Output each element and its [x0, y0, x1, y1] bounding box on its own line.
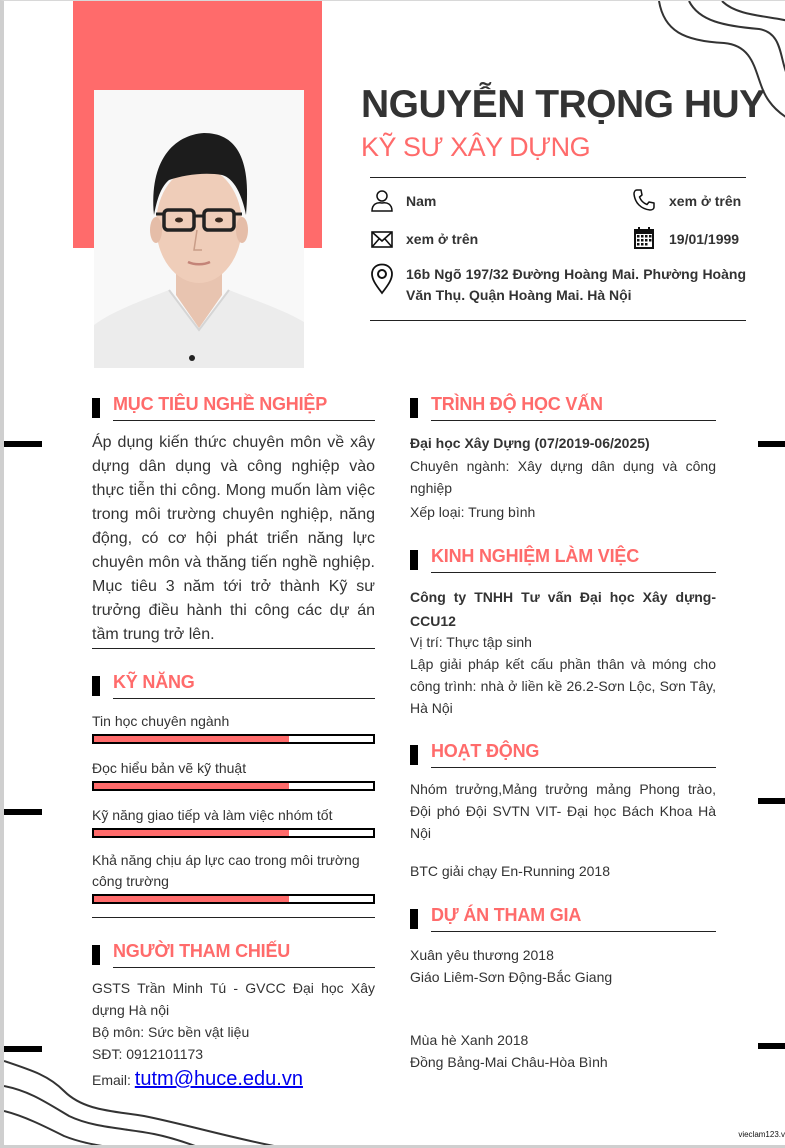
project-name: Mùa hè Xanh 2018	[410, 1032, 529, 1048]
skill-label: Tin học chuyên ngành	[92, 713, 230, 729]
section-title: TRÌNH ĐỘ HỌC VẤN	[431, 394, 603, 414]
section-marker	[410, 745, 418, 765]
education-major: Chuyên ngành: Xây dựng dân dụng và công nghiệp	[410, 458, 716, 496]
watermark-text: vieclam123.v	[738, 1130, 785, 1139]
user-icon	[370, 188, 394, 212]
header-divider-bottom	[370, 320, 746, 321]
section-experience-header	[410, 546, 716, 576]
job-title: KỸ SƯ XÂY DỰNG	[361, 132, 591, 162]
candidate-name: NGUYỄN TRỌNG HUY	[361, 83, 765, 126]
section-underline	[113, 698, 375, 699]
section-underline	[431, 420, 716, 421]
skill-progress-fill	[94, 830, 289, 836]
skill-progress-fill	[94, 736, 289, 742]
birthday-value: 19/01/1999	[669, 231, 740, 247]
email-value: xem ở trên	[406, 231, 479, 247]
section-education-header	[410, 394, 716, 424]
experience-description: Lập giải pháp kết cấu phần thân và móng cho công trình: nhà ở liền kề 26.2-Sơn Lộc, Sơn Tây, Hà Nội	[410, 656, 716, 716]
skill-label: Kỹ năng giao tiếp và làm việc nhóm tốt	[92, 807, 333, 823]
skill-label: Khả năng chịu áp lực cao trong môi trường công trường	[92, 852, 360, 889]
activity-item: BTC giải chạy En-Running 2018	[410, 863, 611, 879]
skill-label: Đọc hiểu bản vẽ kỹ thuật	[92, 760, 247, 776]
section-marker	[92, 676, 100, 696]
section-title: KỸ NĂNG	[113, 672, 195, 692]
reference-email-label: Email:	[92, 1072, 135, 1088]
section-references-header	[92, 941, 375, 971]
skill-progress-fill	[94, 783, 289, 789]
skill-progress-bar	[92, 894, 375, 904]
project-place: Đồng Bảng-Mai Châu-Hòa Bình	[410, 1054, 608, 1070]
info-gender	[370, 188, 550, 214]
info-birthday	[632, 226, 752, 252]
project-place: Giáo Liêm-Sơn Động-Bắc Giang	[410, 969, 613, 985]
info-phone	[632, 188, 752, 214]
reference-department: Bộ môn: Sức bền vật liệu	[92, 1024, 250, 1040]
section-activities-header	[410, 741, 716, 771]
section-underline	[113, 967, 375, 968]
section-marker	[410, 550, 418, 570]
section-title: NGƯỜI THAM CHIẾU	[113, 941, 291, 961]
objective-divider	[92, 648, 375, 649]
info-email	[370, 226, 550, 252]
side-mark	[758, 1043, 785, 1049]
section-underline	[431, 767, 716, 768]
header-divider-top	[370, 177, 746, 178]
section-skills-header	[92, 672, 375, 702]
reference-phone: SĐT: 0912101173	[92, 1046, 204, 1062]
skill-progress-bar	[92, 781, 375, 791]
section-title: KINH NGHIỆM LÀM VIỆC	[431, 546, 640, 566]
objective-text: Áp dụng kiến thức chuyên môn về xây dựng dân dụng và công nghiệp vào thực tiễn thi công. Mong muốn làm việc trong môi trường chuyên nghiệp, năng động, có cơ hội phát triển năng lực chuyên môn và thăng tiến nghề nghiệp. Mục tiêu 3 năm tới trở thành Kỹ sư trưởng điều hành thi công các dự án tầm trung trở lên.	[92, 434, 375, 643]
section-underline	[113, 420, 375, 421]
side-mark	[758, 441, 785, 447]
reference-email-link[interactable]: tutm@huce.edu.vn	[134, 1068, 303, 1090]
activity-item: Nhóm trưởng,Mảng trưởng mảng Phong trào, Đội phó Đội SVTN VIT- Đại học Bách Khoa Hà Nội	[410, 781, 716, 841]
side-mark	[4, 809, 42, 815]
section-marker	[410, 909, 418, 929]
section-marker	[92, 945, 100, 965]
section-title: DỰ ÁN THAM GIA	[431, 905, 582, 925]
reference-name: GSTS Trần Minh Tú - GVCC Đại học Xây dựng Hà nội	[92, 980, 375, 1018]
section-underline	[431, 572, 716, 573]
reference-email-row	[92, 1068, 375, 1091]
envelope-icon	[370, 228, 394, 252]
phone-value: xem ở trên	[669, 193, 742, 209]
section-title: MỤC TIÊU NGHỀ NGHIỆP	[113, 394, 328, 414]
address-value: 16b Ngõ 197/32 Đường Hoàng Mai. Phường Hoàng Văn Thụ. Quận Hoàng Mai. Hà Nội	[406, 266, 746, 303]
section-marker	[410, 398, 418, 418]
phone-icon	[632, 188, 656, 212]
education-school: Đại học Xây Dựng (07/2019-06/2025)	[410, 435, 650, 451]
experience-position: Vị trí: Thực tập sinh	[410, 634, 532, 650]
side-mark	[4, 1046, 42, 1052]
skill-progress-bar	[92, 734, 375, 744]
education-rank: Xếp loại: Trung bình	[410, 504, 536, 520]
info-address	[370, 263, 750, 307]
section-objective-header	[92, 394, 375, 424]
experience-company: Công ty TNHH Tư vấn Đại học Xây dựng-CCU12	[410, 589, 716, 629]
project-name: Xuân yêu thương 2018	[410, 947, 554, 963]
calendar-icon	[632, 226, 656, 250]
skills-divider	[92, 917, 375, 918]
skill-progress-bar	[92, 828, 375, 838]
skill-progress-fill	[94, 896, 289, 902]
section-underline	[431, 931, 716, 932]
gender-value: Nam	[406, 193, 437, 209]
profile-photo	[94, 90, 304, 368]
location-pin-icon	[370, 263, 394, 295]
section-title: HOẠT ĐỘNG	[431, 741, 540, 761]
section-marker	[92, 398, 100, 418]
side-mark	[758, 798, 785, 804]
side-mark	[4, 441, 42, 447]
section-projects-header	[410, 905, 716, 935]
